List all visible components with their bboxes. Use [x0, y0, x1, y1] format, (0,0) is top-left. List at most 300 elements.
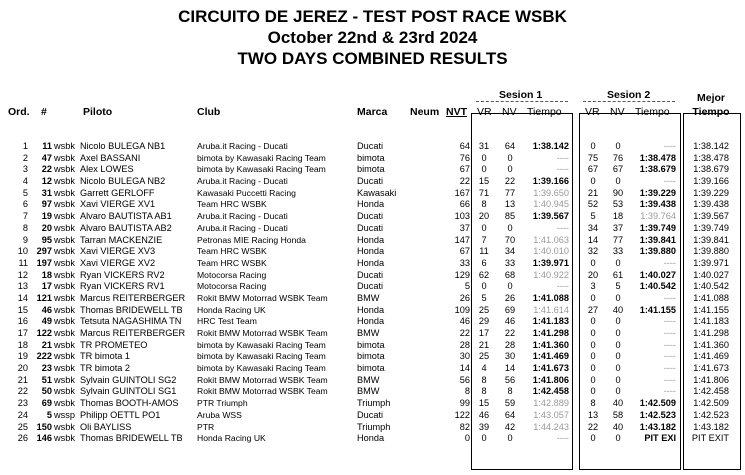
- cell-piloto: Alvaro BAUTISTA AB1: [80, 211, 172, 222]
- cell-s2-vr: 0: [590, 141, 596, 151]
- cell-ord: 24: [17, 409, 28, 420]
- cell-mejor: 1:39.438: [693, 199, 729, 210]
- cell-s1-t: 1:41.183: [532, 316, 569, 327]
- cell-num: 12: [41, 176, 52, 187]
- cell-piloto: Thomas BOOTH-AMOS: [80, 398, 179, 409]
- cell-s1-vr: 15: [478, 398, 490, 409]
- cell-marca: BMW: [357, 386, 380, 397]
- cell-num: 46: [41, 304, 52, 315]
- cell-marca: bimota: [357, 339, 385, 350]
- cell-s2-t: 1:39.229: [639, 187, 676, 198]
- cell-piloto: Xavi VIERGE XV1: [80, 199, 156, 210]
- cell-marca: Honda: [357, 257, 385, 268]
- cell-s2-t: 1:39.880: [639, 246, 676, 257]
- cell-marca: Ducati: [357, 281, 384, 292]
- cell-s2-t: PIT EXI: [644, 433, 676, 444]
- cell-mejor: 1:41.806: [693, 374, 729, 385]
- cell-piloto: Ryan VICKERS RV2: [80, 269, 165, 280]
- cell-s1-vr: 39: [478, 421, 490, 432]
- cell-s2-vr: 20: [587, 269, 599, 280]
- cell-cls: wsbk: [54, 164, 75, 175]
- cell-s1-t: 1:40.945: [533, 199, 569, 210]
- cell-cls: wsbk: [54, 339, 75, 350]
- cell-nvt: 56: [459, 374, 470, 385]
- cell-club: Aruba.it Racing - Ducati: [197, 141, 288, 151]
- cell-ord: 16: [17, 316, 28, 327]
- cell-marca: Ducati: [357, 409, 384, 420]
- table-row: [0, 293, 745, 305]
- cell-s2-vr: 0: [590, 328, 596, 338]
- cell-s2-vr: 3: [590, 281, 596, 292]
- cell-nvt: 26: [459, 292, 470, 303]
- cell-num: 31: [41, 187, 52, 198]
- header-num: #: [41, 106, 47, 118]
- cell-marca: BMW: [357, 328, 380, 338]
- table-row: [0, 199, 745, 211]
- cell-s1-vr: 25: [478, 304, 490, 315]
- cell-marca: Honda: [357, 246, 385, 257]
- cell-club: bimota by Kawasaki Racing Team: [197, 363, 326, 374]
- cell-s2-t: ----: [663, 363, 676, 374]
- cell-s2-t: 1:38.679: [639, 164, 676, 175]
- cell-ord: 4: [22, 176, 28, 187]
- cell-club: bimota by Kawasaki Racing Team: [197, 152, 326, 163]
- cell-mejor: 1:39.166: [693, 176, 729, 187]
- cell-s2-nv: 77: [612, 234, 624, 245]
- cell-s1-vr: 31: [478, 141, 490, 151]
- header-s2-nv: NV: [610, 106, 625, 118]
- cell-s1-vr: 25: [478, 351, 490, 362]
- cell-s1-t: 1:39.971: [532, 257, 569, 268]
- cell-s1-nv: 64: [504, 141, 516, 151]
- cell-s2-nv: 61: [612, 269, 624, 280]
- cell-cls: wsbk: [54, 281, 75, 292]
- cell-club: Team HRC WSBK: [197, 199, 267, 210]
- cell-mejor: 1:41.673: [693, 363, 729, 374]
- cell-s1-nv: 33: [504, 257, 516, 268]
- header-club: Club: [197, 106, 221, 118]
- cell-s1-nv: 0: [507, 281, 513, 292]
- cell-s2-nv: 0: [615, 328, 621, 338]
- cell-club: bimota by Kawasaki Racing Team: [197, 351, 326, 362]
- cell-marca: Ducati: [357, 176, 384, 187]
- cell-s2-nv: 67: [612, 164, 624, 175]
- cell-s1-t: 1:38.142: [532, 141, 569, 151]
- table-row: [0, 375, 745, 387]
- cell-mejor: 1:39.880: [693, 246, 729, 257]
- table-row: [0, 340, 745, 352]
- cell-s1-nv: 22: [504, 328, 516, 338]
- cell-s2-nv: 18: [612, 211, 624, 222]
- cell-s2-nv: 58: [612, 409, 624, 420]
- cell-s2-vr: 0: [590, 316, 596, 327]
- cell-s1-vr: 62: [478, 269, 490, 280]
- cell-s1-nv: 0: [507, 164, 513, 175]
- cell-nvt: 46: [459, 316, 470, 327]
- cell-s1-vr: 11: [479, 246, 489, 257]
- table-row: [0, 141, 745, 153]
- cell-num: 222: [36, 351, 52, 362]
- cell-s1-t: 1:41.063: [533, 234, 569, 245]
- cell-ord: 2: [22, 152, 28, 163]
- cell-num: 20: [41, 222, 52, 233]
- session2-dashed-line: [583, 101, 675, 102]
- cell-marca: Ducati: [357, 211, 384, 222]
- cell-ord: 1: [22, 141, 28, 151]
- cell-s2-t: ----: [663, 351, 676, 362]
- cell-s1-t: 1:39.166: [532, 176, 569, 187]
- cell-marca: Honda: [357, 199, 385, 210]
- table-row: [0, 398, 745, 410]
- cell-nvt: 64: [459, 141, 470, 151]
- cell-cls: wsbk: [54, 257, 75, 268]
- table-row: [0, 305, 745, 317]
- cell-s1-t: 1:41.298: [532, 328, 569, 338]
- cell-piloto: Oli BAYLISS: [80, 421, 132, 432]
- cell-piloto: Philipp OETTL PO1: [80, 409, 161, 420]
- cell-ord: 18: [17, 339, 28, 350]
- cell-mejor: 1:41.469: [693, 351, 729, 362]
- table-row: [0, 246, 745, 258]
- cell-s2-nv: 0: [615, 257, 621, 268]
- cell-num: 150: [36, 421, 52, 432]
- cell-num: 297: [36, 246, 52, 257]
- cell-piloto: TR bimota 2: [80, 363, 131, 374]
- cell-s2-vr: 0: [590, 374, 596, 385]
- cell-s2-t: ----: [663, 339, 676, 350]
- cell-mejor: 1:38.478: [693, 152, 729, 163]
- table-row: [0, 410, 745, 422]
- table-row: [0, 211, 745, 223]
- cell-club: Petronas MIE Racing Honda: [197, 234, 306, 245]
- cell-s2-vr: 67: [587, 164, 599, 175]
- cell-s2-nv: 0: [615, 176, 621, 187]
- cell-club: bimota by Kawasaki Racing Team: [197, 164, 326, 175]
- cell-marca: Ducati: [357, 141, 384, 151]
- cell-mejor: 1:42.523: [693, 409, 729, 420]
- cell-s1-t: 1:41.088: [532, 292, 569, 303]
- cell-s2-vr: 52: [587, 199, 599, 210]
- cell-s1-vr: 21: [478, 339, 490, 350]
- cell-s1-nv: 28: [504, 339, 516, 350]
- cell-mejor: 1:41.298: [693, 328, 729, 338]
- cell-s1-vr: 0: [481, 281, 487, 292]
- cell-s1-vr: 8: [481, 199, 487, 210]
- cell-s1-vr: 8: [481, 386, 487, 397]
- cell-s2-vr: 0: [590, 176, 596, 187]
- cell-marca: bimota: [357, 351, 385, 362]
- cell-piloto: Thomas BRIDEWELL TB: [80, 433, 183, 444]
- cell-s2-nv: 0: [615, 292, 621, 303]
- table-row: [0, 176, 745, 188]
- cell-nvt: 14: [459, 363, 470, 374]
- cell-piloto: Nicolo BULEGA NB2: [80, 176, 166, 187]
- cell-piloto: Ryan VICKERS RV1: [80, 281, 165, 292]
- cell-mejor: PIT EXIT: [691, 433, 729, 444]
- cell-cls: wsbk: [54, 141, 75, 151]
- cell-s2-t: 1:39.438: [639, 199, 676, 210]
- cell-s1-vr: 46: [478, 409, 490, 420]
- header-s1-tiempo: Tiempo: [527, 106, 562, 118]
- cell-cls: wsbk: [54, 176, 75, 187]
- cell-mejor: 1:39.749: [693, 222, 729, 233]
- table-row: [0, 258, 745, 270]
- cell-num: 69: [41, 398, 52, 409]
- cell-num: 47: [41, 152, 52, 163]
- cell-club: Aruba WSS: [197, 409, 242, 420]
- cell-s1-nv: 69: [504, 304, 516, 315]
- cell-s2-t: 1:41.155: [639, 304, 676, 315]
- cell-ord: 3: [22, 164, 28, 175]
- cell-ord: 17: [17, 328, 28, 338]
- cell-ord: 13: [17, 281, 28, 292]
- cell-s2-nv: 33: [612, 246, 624, 257]
- cell-ord: 22: [17, 386, 28, 397]
- cell-club: Honda Racing UK: [197, 433, 266, 444]
- cell-s1-t: 1:39.567: [532, 211, 569, 222]
- cell-ord: 9: [22, 234, 28, 245]
- cell-piloto: TR PROMETEO: [80, 339, 148, 350]
- table-row: [0, 363, 745, 375]
- cell-nvt: 66: [459, 199, 470, 210]
- cell-marca: Ducati: [357, 222, 384, 233]
- cell-nvt: 82: [459, 421, 470, 432]
- cell-marca: Kawasaki: [357, 187, 397, 198]
- cell-club: Rokit BMW Motorrad WSBK Team: [197, 292, 328, 303]
- cell-s2-t: 1:40.027: [639, 269, 676, 280]
- cell-s1-nv: 14: [504, 363, 516, 374]
- cell-cls: wsbk: [54, 386, 75, 397]
- cell-cls: wsbk: [54, 398, 75, 409]
- cell-piloto: Sylvain GUINTOLI SG1: [80, 386, 177, 397]
- cell-mejor: 1:41.155: [693, 304, 729, 315]
- cell-s2-t: ----: [663, 257, 676, 268]
- cell-piloto: Sylvain GUINTOLI SG2: [80, 374, 177, 385]
- cell-s2-t: 1:38.478: [639, 152, 676, 163]
- cell-s2-nv: 5: [615, 281, 621, 292]
- cell-s2-nv: 0: [615, 339, 621, 350]
- cell-piloto: Marcus REITERBERGER: [80, 328, 186, 338]
- cell-s2-nv: 76: [612, 152, 624, 163]
- cell-club: Team HRC WSBK: [197, 257, 267, 268]
- cell-mejor: 1:39.841: [693, 234, 729, 245]
- cell-s2-vr: 0: [590, 339, 596, 350]
- cell-nvt: 5: [464, 281, 470, 292]
- table-row: [0, 270, 745, 282]
- cell-s1-vr: 0: [481, 222, 487, 233]
- cell-piloto: Xavi VIERGE XV2: [80, 257, 156, 268]
- cell-s2-vr: 34: [587, 222, 599, 233]
- cell-s1-nv: 22: [504, 176, 516, 187]
- cell-s1-vr: 17: [478, 328, 490, 338]
- cell-s1-t: 1:44.243: [533, 421, 569, 432]
- cell-piloto: Thomas BRIDEWELL TB: [80, 304, 183, 315]
- cell-s2-t: ----: [663, 374, 676, 385]
- cell-s1-vr: 15: [478, 176, 490, 187]
- cell-mejor: 1:43.182: [693, 421, 729, 432]
- cell-ord: 26: [17, 433, 28, 444]
- cell-s1-t: ----: [556, 222, 569, 233]
- cell-ord: 19: [17, 351, 28, 362]
- header-sesion2: Sesion 2: [607, 89, 651, 101]
- cell-s1-vr: 29: [478, 316, 490, 327]
- cell-num: 122: [36, 328, 52, 338]
- cell-s2-t: ----: [663, 176, 676, 187]
- cell-marca: Triumph: [357, 421, 391, 432]
- cell-s1-vr: 8: [481, 374, 487, 385]
- cell-s2-vr: 13: [587, 409, 599, 420]
- header-marca: Marca: [357, 106, 388, 118]
- cell-s1-nv: 13: [504, 199, 516, 210]
- cell-ord: 6: [22, 199, 28, 210]
- cell-s1-nv: 8: [507, 386, 513, 397]
- cell-s1-t: 1:40.922: [533, 269, 569, 280]
- header-mejor: Mejor: [696, 92, 725, 104]
- cell-s2-nv: 0: [615, 316, 621, 327]
- cell-s2-vr: 21: [587, 187, 599, 198]
- cell-nvt: 0: [464, 433, 470, 444]
- cell-s1-nv: 0: [507, 433, 513, 444]
- cell-piloto: TR bimota 1: [80, 351, 131, 362]
- cell-piloto: Tetsuta NAGASHIMA TN: [80, 316, 182, 327]
- cell-num: 121: [36, 292, 52, 303]
- cell-mejor: 1:39.229: [693, 187, 729, 198]
- cell-num: 197: [36, 257, 52, 268]
- cell-s2-nv: 53: [612, 199, 624, 210]
- cell-s1-vr: 0: [481, 164, 487, 175]
- cell-s2-nv: 0: [615, 363, 621, 374]
- header-s1-nv: NV: [502, 106, 517, 118]
- cell-num: 95: [41, 234, 52, 245]
- cell-marca: Ducati: [357, 269, 384, 280]
- cell-piloto: Tarran MACKENZIE: [80, 234, 163, 245]
- cell-ord: 23: [17, 398, 28, 409]
- cell-s2-vr: 8: [590, 398, 596, 409]
- header-s2-vr: VR: [585, 106, 600, 118]
- cell-s2-t: ----: [663, 141, 676, 151]
- cell-nvt: 8: [464, 386, 470, 397]
- cell-num: 50: [41, 386, 52, 397]
- cell-piloto: Alvaro BAUTISTA AB2: [80, 222, 172, 233]
- table-row: [0, 188, 745, 200]
- cell-mejor: 1:38.679: [693, 164, 729, 175]
- cell-s2-nv: 0: [615, 351, 621, 362]
- cell-s1-t: 1:42.889: [533, 398, 569, 409]
- cell-s1-t: ----: [556, 433, 569, 444]
- header-tiempo: Tiempo: [692, 106, 730, 118]
- table-row: [0, 316, 745, 328]
- cell-cls: wssp: [54, 409, 75, 420]
- cell-num: 11: [42, 141, 52, 151]
- table-row: [0, 223, 745, 235]
- cell-s1-nv: 46: [504, 316, 516, 327]
- cell-s1-t: ----: [556, 152, 569, 163]
- cell-nvt: 76: [459, 152, 470, 163]
- cell-marca: bimota: [357, 164, 385, 175]
- cell-s1-vr: 0: [481, 433, 487, 444]
- cell-club: Rokit BMW Motorrad WSBK Team: [197, 386, 328, 397]
- cell-num: 5: [46, 409, 52, 420]
- cell-s1-nv: 85: [504, 211, 516, 222]
- cell-ord: 12: [17, 269, 28, 280]
- cell-cls: wsbk: [54, 421, 75, 432]
- cell-s2-t: ----: [663, 316, 676, 327]
- cell-nvt: 129: [454, 269, 470, 280]
- cell-nvt: 67: [459, 164, 470, 175]
- cell-s2-vr: 14: [587, 234, 599, 245]
- header-s2-tiempo: Tiempo: [635, 106, 670, 118]
- cell-cls: wsbk: [54, 316, 75, 327]
- cell-cls: wsbk: [54, 433, 75, 444]
- cell-cls: wsbk: [54, 351, 75, 362]
- cell-s2-nv: 0: [615, 374, 621, 385]
- results-table: [0, 141, 745, 445]
- cell-s2-vr: 22: [587, 421, 599, 432]
- cell-club: Aruba.it Racing - Ducati: [197, 222, 288, 233]
- cell-marca: Honda: [357, 316, 385, 327]
- cell-s2-t: 1:39.841: [639, 234, 676, 245]
- header-neum: Neum: [410, 106, 440, 118]
- cell-mejor: 1:39.567: [693, 211, 729, 222]
- cell-s2-t: 1:42.509: [639, 398, 676, 409]
- cell-ord: 10: [17, 246, 28, 257]
- cell-ord: 5: [22, 187, 28, 198]
- cell-nvt: 99: [459, 398, 470, 409]
- cell-s2-nv: 37: [612, 222, 624, 233]
- cell-marca: BMW: [357, 292, 380, 303]
- cell-num: 23: [41, 363, 52, 374]
- cell-s1-t: 1:42.458: [532, 386, 569, 397]
- cell-club: PTR: [197, 421, 215, 432]
- cell-s2-vr: 0: [590, 433, 596, 444]
- cell-s1-nv: 0: [507, 152, 513, 163]
- cell-s2-t: 1:39.749: [639, 222, 676, 233]
- cell-nvt: 22: [459, 328, 470, 338]
- table-row: [0, 328, 745, 340]
- cell-ord: 20: [17, 363, 28, 374]
- cell-cls: wsbk: [54, 222, 75, 233]
- cell-s1-vr: 71: [478, 187, 490, 198]
- title-line-1: CIRCUITO DE JEREZ - TEST POST RACE WSBK: [178, 7, 567, 26]
- table-row: [0, 235, 745, 247]
- header-s1-vr: VR: [477, 106, 492, 118]
- cell-cls: wsbk: [54, 199, 75, 210]
- title-line-3: TWO DAYS COMBINED RESULTS: [237, 49, 508, 68]
- cell-num: 146: [36, 433, 52, 444]
- cell-s2-t: ----: [663, 292, 676, 303]
- cell-s2-vr: 0: [590, 351, 596, 362]
- cell-s1-nv: 64: [504, 409, 516, 420]
- cell-ord: 11: [18, 257, 28, 268]
- cell-cls: wsbk: [54, 246, 75, 257]
- cell-piloto: Xavi VIERGE XV3: [80, 246, 156, 257]
- cell-marca: BMW: [357, 374, 380, 385]
- cell-cls: wsbk: [54, 292, 75, 303]
- cell-nvt: 28: [459, 339, 470, 350]
- cell-s1-vr: 20: [478, 211, 490, 222]
- cell-s2-vr: 27: [587, 304, 599, 315]
- cell-s2-vr: 32: [587, 246, 599, 257]
- cell-s1-t: ----: [556, 164, 569, 175]
- cell-cls: wsbk: [54, 211, 75, 222]
- cell-s1-t: 1:43.057: [533, 409, 569, 420]
- cell-s1-t: 1:39.650: [533, 187, 569, 198]
- cell-nvt: 33: [459, 257, 470, 268]
- cell-cls: wsbk: [54, 152, 75, 163]
- cell-mejor: 1:41.360: [693, 339, 729, 350]
- cell-marca: Honda: [357, 234, 385, 245]
- cell-piloto: Garrett GERLOFF: [80, 187, 155, 198]
